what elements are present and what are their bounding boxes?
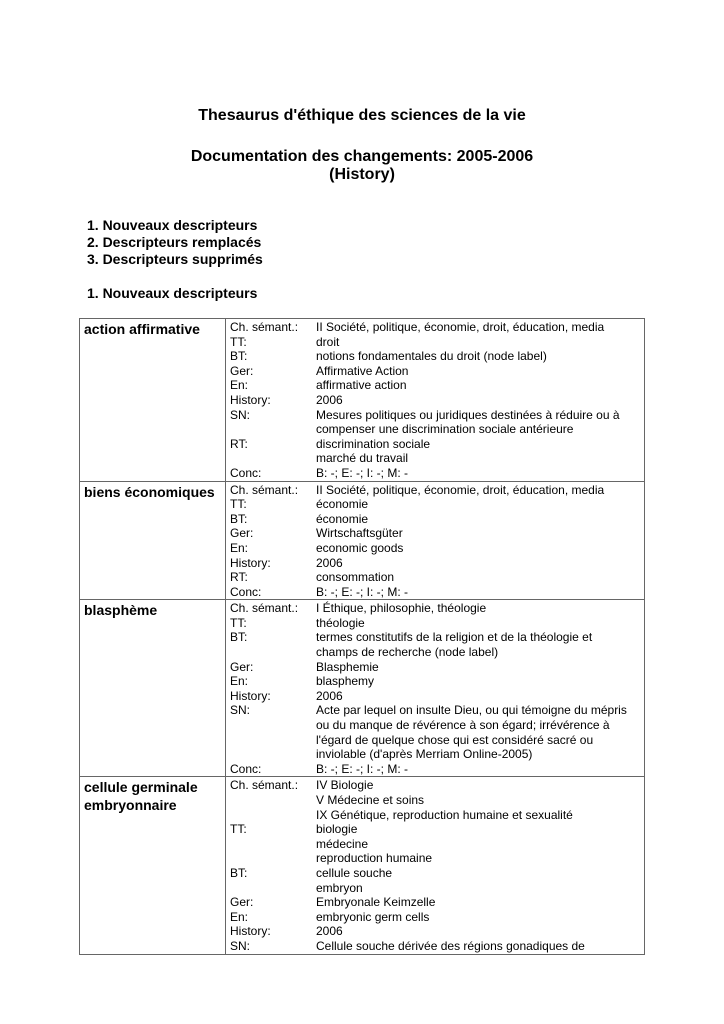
field-label: History:: [230, 555, 271, 570]
field-label: BT:: [230, 511, 248, 526]
field-row: [230, 837, 640, 852]
field-label: Ch. sémant.:: [230, 482, 299, 497]
field-label: [230, 793, 316, 808]
document-subtitle-history: (History): [329, 166, 395, 183]
field-value: marché du travail: [316, 451, 409, 466]
toc-item: 2. Descripteurs remplacés: [87, 234, 262, 250]
field-value: V Médecine et soins: [316, 793, 425, 807]
field-row: [230, 733, 640, 748]
field-value: consommation: [316, 570, 395, 585]
field-value: cellule souche: [316, 865, 393, 880]
field-label: RT:: [230, 570, 248, 585]
field-row: [230, 616, 640, 631]
field-value: théologie: [316, 615, 365, 630]
field-label: [230, 881, 316, 896]
field-label: En:: [230, 540, 249, 555]
field-value: affirmative action: [316, 378, 407, 393]
field-row: [230, 939, 640, 954]
field-value: économie: [316, 511, 369, 526]
field-value: médecine: [316, 836, 369, 851]
toc-item: 3. Descripteurs supprimés: [87, 251, 263, 267]
field-row: [230, 762, 640, 777]
field-label: Ch. sémant.:: [230, 320, 299, 334]
field-row: [230, 556, 640, 571]
field-row: [230, 822, 640, 837]
field-label: Conc:: [230, 465, 262, 480]
field-label: Ger:: [230, 363, 254, 378]
field-value: II Société, politique, économie, droit, éducation, media: [316, 320, 605, 334]
field-value: embryon: [316, 880, 363, 895]
field-label: En:: [230, 378, 249, 393]
field-label: [230, 718, 316, 733]
field-label: TT:: [230, 822, 247, 837]
field-value: Cellule souche dérivée des régions gonadiques de: [316, 938, 585, 953]
field-label: [230, 837, 316, 852]
field-label: TT:: [230, 497, 247, 512]
field-row: [230, 924, 640, 939]
field-label: History:: [230, 392, 271, 407]
field-label: BT:: [230, 865, 248, 880]
field-label: SN:: [230, 703, 251, 718]
field-label: [230, 451, 316, 466]
toc-item: 1. Nouveaux descripteurs: [87, 217, 258, 233]
field-value: inviolable (d'après Merriam Online-2005): [316, 747, 533, 762]
field-value: Affirmative Action: [316, 363, 409, 378]
field-value: champs de recherche (node label): [316, 645, 499, 660]
field-value: 2006: [316, 688, 343, 703]
descriptor-fields: [226, 777, 645, 954]
field-value: termes constitutifs de la religion et de la théologie et: [316, 630, 593, 645]
field-row: [230, 660, 640, 675]
descriptor-term: action affirmative: [80, 319, 226, 482]
field-value: Blasphemie: [316, 659, 379, 674]
field-row: [230, 320, 640, 335]
field-value: Wirtschaftsgüter: [316, 526, 403, 541]
field-row: [230, 378, 640, 393]
field-label: Conc:: [230, 584, 262, 599]
field-row: [230, 483, 640, 498]
field-value: B: -; E: -; I: -; M: -: [316, 584, 408, 599]
field-value: Acte par lequel on insulte Dieu, ou qui témoigne du mépris: [316, 703, 627, 718]
field-label: [230, 645, 316, 660]
field-row: [230, 703, 640, 718]
field-value: ou du manque de révérence à son égard; irrévérence à: [316, 718, 610, 733]
field-row: [230, 689, 640, 704]
field-value: reproduction humaine: [316, 851, 433, 866]
field-value: blasphemy: [316, 674, 375, 689]
field-value: I Éthique, philosophie, théologie: [316, 601, 487, 616]
field-value: l'égard de quelque chose qui est considéré sacré ou: [316, 732, 594, 747]
descriptor-fields: [226, 600, 645, 777]
table-of-contents: [87, 217, 263, 268]
field-row: [230, 851, 640, 866]
field-row: [230, 866, 640, 881]
field-row: [230, 601, 640, 616]
thesaurus-table: [79, 318, 645, 955]
field-value: 2006: [316, 392, 343, 407]
field-row: [230, 881, 640, 896]
field-row: [230, 451, 640, 466]
field-row: [230, 335, 640, 350]
field-row: [230, 808, 640, 823]
field-label: [230, 851, 316, 866]
field-label: Ch. sémant.:: [230, 601, 299, 616]
field-row: [230, 674, 640, 689]
field-value: II Société, politique, économie, droit, éducation, media: [316, 482, 605, 497]
field-value: discrimination sociale: [316, 436, 431, 451]
section-heading: 1. Nouveaux descripteurs: [87, 285, 258, 301]
field-row: [230, 778, 640, 793]
field-value: droit: [316, 334, 340, 349]
field-value: embryonic germ cells: [316, 909, 430, 924]
field-label: [230, 808, 316, 823]
field-row: [230, 895, 640, 910]
field-label: TT:: [230, 615, 247, 630]
field-row: [230, 437, 640, 452]
field-row: [230, 793, 640, 808]
field-row: [230, 393, 640, 408]
field-label: Ch. sémant.:: [230, 778, 299, 793]
descriptor-fields: [226, 319, 645, 482]
field-value: compenser une discrimination sociale antérieure: [316, 422, 574, 437]
field-row: [230, 718, 640, 733]
field-row: [230, 585, 640, 600]
descriptor-term: biens économiques: [80, 481, 226, 600]
field-row: [230, 570, 640, 585]
field-value: B: -; E: -; I: -; M: -: [316, 465, 408, 480]
document-title: Thesaurus d'éthique des sciences de la vie: [198, 107, 526, 124]
field-row: [230, 512, 640, 527]
field-label: History:: [230, 688, 271, 703]
field-label: RT:: [230, 436, 248, 451]
field-label: En:: [230, 909, 249, 924]
field-row: [230, 541, 640, 556]
field-row: [230, 364, 640, 379]
field-row: [230, 526, 640, 541]
field-label: Ger:: [230, 895, 254, 910]
field-value: 2006: [316, 924, 343, 939]
field-row: [230, 422, 640, 437]
document-subtitle: Documentation des changements: 2005-2006: [190, 148, 534, 165]
field-label: En:: [230, 674, 249, 689]
table-row: [80, 600, 645, 777]
field-label: SN:: [230, 407, 251, 422]
field-label: BT:: [230, 630, 248, 645]
field-label: History:: [230, 924, 271, 939]
table-row: [80, 319, 645, 482]
field-label: SN:: [230, 938, 251, 953]
field-value: économie: [316, 497, 369, 512]
table-row: [80, 777, 645, 954]
field-value: notions fondamentales du droit (node label): [316, 349, 547, 364]
table-row: [80, 481, 645, 600]
field-label: [230, 733, 316, 748]
field-label: TT:: [230, 334, 247, 349]
descriptor-term: blasphème: [80, 600, 226, 777]
field-value: Embryonale Keimzelle: [316, 895, 436, 910]
field-row: [230, 497, 640, 512]
field-value: IV Biologie: [316, 778, 374, 793]
field-value: IX Génétique, reproduction humaine et sexualité: [316, 807, 573, 822]
field-label: BT:: [230, 349, 248, 364]
field-row: [230, 910, 640, 925]
field-value: biologie: [316, 822, 358, 837]
field-value: B: -; E: -; I: -; M: -: [316, 761, 408, 776]
descriptor-term: cellule germinale embryonnaire: [80, 777, 226, 954]
field-row: [230, 747, 640, 762]
field-value: economic goods: [316, 540, 404, 555]
field-value: 2006: [316, 555, 343, 570]
field-row: [230, 466, 640, 481]
field-label: [230, 422, 316, 437]
field-row: [230, 630, 640, 645]
field-label: Conc:: [230, 761, 262, 776]
field-label: [230, 747, 316, 762]
field-row: [230, 349, 640, 364]
descriptor-fields: [226, 481, 645, 600]
field-value: Mesures politiques ou juridiques destinées à réduire ou à: [316, 407, 620, 422]
field-row: [230, 645, 640, 660]
field-label: Ger:: [230, 526, 254, 541]
field-row: [230, 408, 640, 423]
field-label: Ger:: [230, 659, 254, 674]
